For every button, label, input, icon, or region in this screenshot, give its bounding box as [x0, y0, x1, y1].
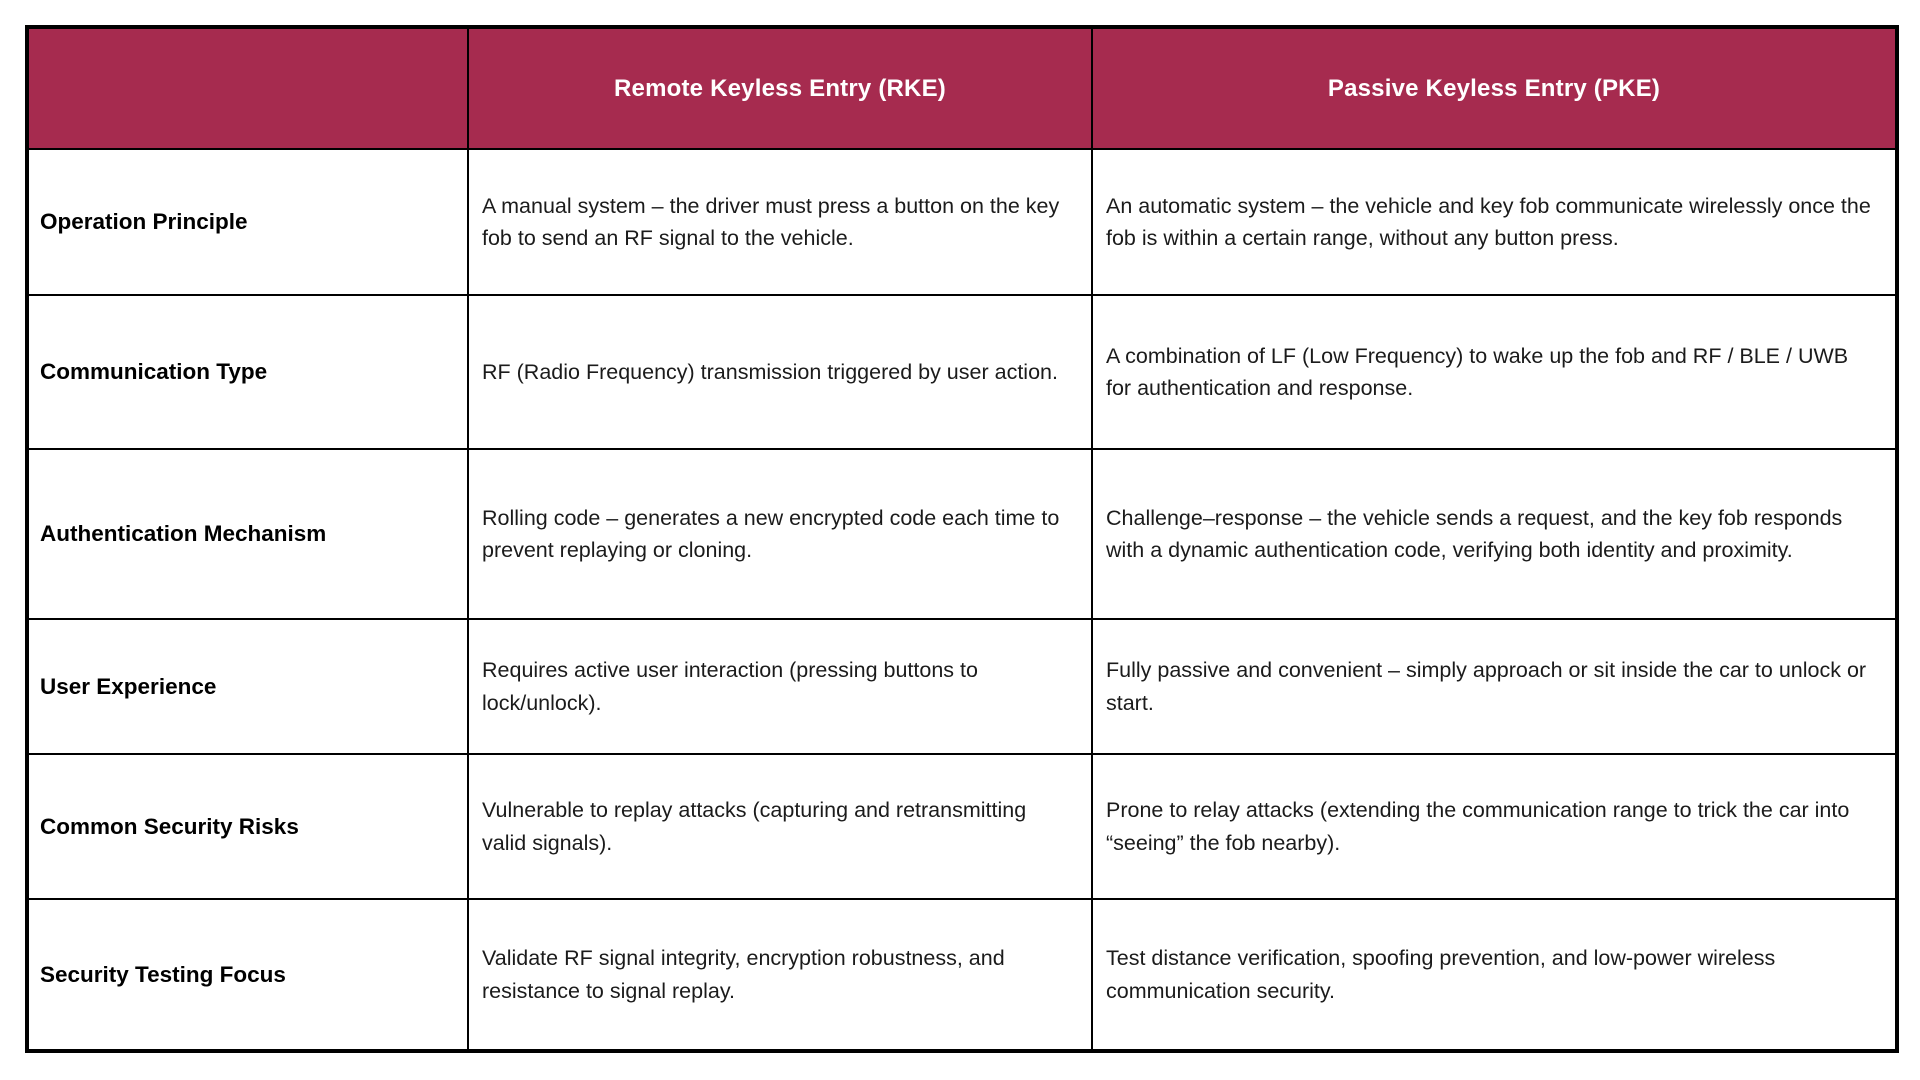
pke-cell: Challenge–response – the vehicle sends a request, and the key fob responds with a dynamic authentication code, verifying both identity and proximity.	[1092, 449, 1897, 619]
rke-cell: Requires active user interaction (pressing buttons to lock/unlock).	[468, 619, 1092, 754]
pke-cell: Fully passive and convenient – simply approach or sit inside the car to unlock or start.	[1092, 619, 1897, 754]
header-cell-pke: Passive Keyless Entry (PKE)	[1092, 27, 1897, 149]
pke-cell: Test distance verification, spoofing prevention, and low-power wireless communication security.	[1092, 899, 1897, 1051]
header-cell-rke: Remote Keyless Entry (RKE)	[468, 27, 1092, 149]
rke-cell: Validate RF signal integrity, encryption robustness, and resistance to signal replay.	[468, 899, 1092, 1051]
comparison-table	[25, 25, 1899, 1053]
table-row-security-testing-focus	[27, 899, 1897, 1051]
table-row-user-experience	[27, 619, 1897, 754]
row-label-cell: Security Testing Focus	[27, 899, 468, 1051]
row-label-cell: Authentication Mechanism	[27, 449, 468, 619]
pke-cell: A combination of LF (Low Frequency) to wake up the fob and RF / BLE / UWB for authentication and response.	[1092, 295, 1897, 449]
table-row-common-security-risks	[27, 754, 1897, 899]
pke-cell: Prone to relay attacks (extending the communication range to trick the car into “seeing” the fob nearby).	[1092, 754, 1897, 899]
rke-cell: RF (Radio Frequency) transmission triggered by user action.	[468, 295, 1092, 449]
rke-cell: Rolling code – generates a new encrypted code each time to prevent replaying or cloning.	[468, 449, 1092, 619]
table-row-operation-principle	[27, 149, 1897, 295]
rke-cell: A manual system – the driver must press a button on the key fob to send an RF signal to the vehicle.	[468, 149, 1092, 295]
row-label-cell: Common Security Risks	[27, 754, 468, 899]
row-label-cell: Communication Type	[27, 295, 468, 449]
pke-cell: An automatic system – the vehicle and key fob communicate wirelessly once the fob is within a certain range, without any button press.	[1092, 149, 1897, 295]
row-label-cell: User Experience	[27, 619, 468, 754]
row-label-cell: Operation Principle	[27, 149, 468, 295]
table-row-authentication-mechanism	[27, 449, 1897, 619]
table-row-communication-type	[27, 295, 1897, 449]
table-header-row	[27, 27, 1897, 149]
rke-cell: Vulnerable to replay attacks (capturing and retransmitting valid signals).	[468, 754, 1092, 899]
header-cell-blank	[27, 27, 468, 149]
